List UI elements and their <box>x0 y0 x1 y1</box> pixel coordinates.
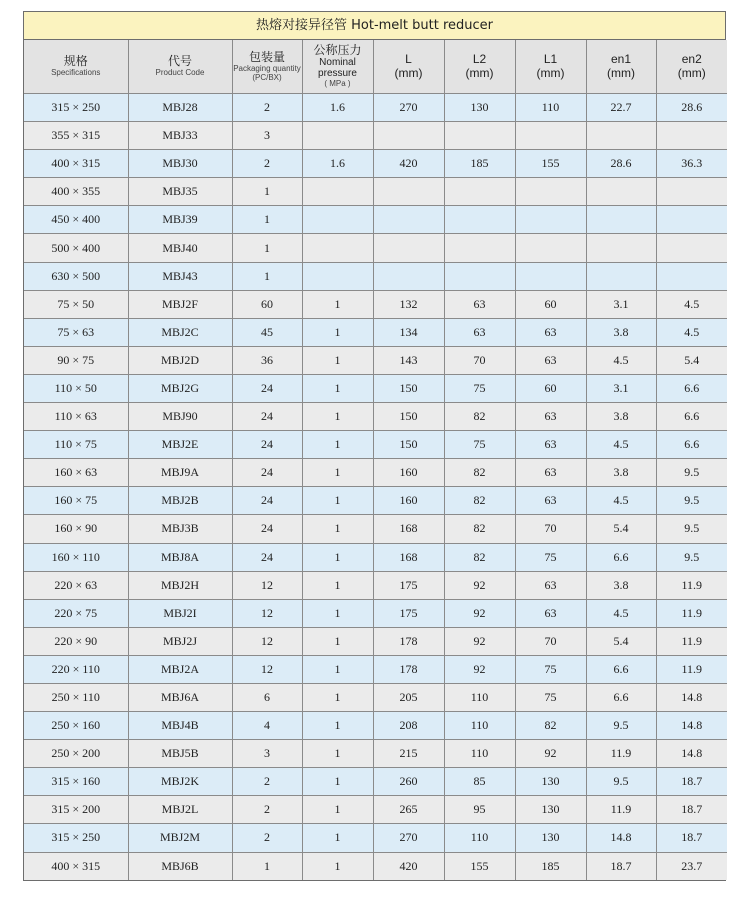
cell-en2: 11.9 <box>656 627 727 655</box>
cell-l: 150 <box>373 431 444 459</box>
cell-l: 205 <box>373 683 444 711</box>
cell-l2: 82 <box>444 543 515 571</box>
cell-en2: 6.6 <box>656 374 727 402</box>
cell-en2: 5.4 <box>656 346 727 374</box>
cell-code: MBJ2D <box>128 346 232 374</box>
cell-pressure <box>302 234 373 262</box>
cell-l2: 63 <box>444 318 515 346</box>
cell-l: 143 <box>373 346 444 374</box>
cell-l2: 155 <box>444 852 515 880</box>
cell-code: MBJ8A <box>128 543 232 571</box>
cell-l1: 70 <box>515 515 586 543</box>
cell-spec: 355 × 315 <box>24 122 128 150</box>
cell-l2: 110 <box>444 824 515 852</box>
cell-pressure: 1 <box>302 768 373 796</box>
cell-code: MBJ5B <box>128 740 232 768</box>
cell-spec: 315 × 250 <box>24 824 128 852</box>
cell-pressure <box>302 122 373 150</box>
cell-l2: 82 <box>444 515 515 543</box>
cell-code: MBJ9A <box>128 459 232 487</box>
table-row <box>24 712 727 740</box>
cell-code: MBJ2I <box>128 599 232 627</box>
table-row <box>24 768 727 796</box>
header-l1: L1 (mm) <box>515 40 586 94</box>
cell-qty: 1 <box>232 206 302 234</box>
cell-l1: 63 <box>515 459 586 487</box>
header-packaging-quantity: 包装量 Packaging quantity (PC/BX) <box>232 40 302 94</box>
cell-code: MBJ35 <box>128 178 232 206</box>
cell-code: MBJ90 <box>128 403 232 431</box>
cell-spec: 500 × 400 <box>24 234 128 262</box>
cell-l2: 110 <box>444 712 515 740</box>
cell-qty: 24 <box>232 515 302 543</box>
cell-l: 270 <box>373 94 444 122</box>
cell-l2 <box>444 262 515 290</box>
cell-pressure: 1 <box>302 599 373 627</box>
cell-en1 <box>586 262 656 290</box>
cell-pressure: 1 <box>302 487 373 515</box>
cell-qty: 3 <box>232 740 302 768</box>
table-row <box>24 543 727 571</box>
cell-en2: 11.9 <box>656 571 727 599</box>
cell-en2: 6.6 <box>656 431 727 459</box>
cell-l1 <box>515 178 586 206</box>
table-row <box>24 122 727 150</box>
cell-en1: 5.4 <box>586 627 656 655</box>
cell-en1: 9.5 <box>586 712 656 740</box>
table-row <box>24 852 727 880</box>
cell-l1 <box>515 122 586 150</box>
header-en1: en1 (mm) <box>586 40 656 94</box>
cell-l <box>373 206 444 234</box>
cell-qty: 2 <box>232 824 302 852</box>
cell-l: 150 <box>373 374 444 402</box>
cell-code: MBJ2H <box>128 571 232 599</box>
cell-l1: 75 <box>515 683 586 711</box>
cell-pressure: 1 <box>302 852 373 880</box>
reducer-spec-table <box>24 40 727 880</box>
table-row <box>24 683 727 711</box>
cell-l2: 85 <box>444 768 515 796</box>
cell-en2 <box>656 178 727 206</box>
cell-pressure: 1 <box>302 346 373 374</box>
cell-code: MBJ43 <box>128 262 232 290</box>
cell-en1: 3.8 <box>586 571 656 599</box>
cell-l1: 130 <box>515 768 586 796</box>
cell-spec: 630 × 500 <box>24 262 128 290</box>
cell-spec: 400 × 315 <box>24 150 128 178</box>
cell-qty: 36 <box>232 346 302 374</box>
cell-qty: 24 <box>232 431 302 459</box>
cell-code: MBJ2A <box>128 655 232 683</box>
cell-en2: 4.5 <box>656 318 727 346</box>
table-row <box>24 374 727 402</box>
cell-en2: 4.5 <box>656 290 727 318</box>
cell-qty: 1 <box>232 852 302 880</box>
cell-pressure: 1 <box>302 824 373 852</box>
cell-code: MBJ33 <box>128 122 232 150</box>
table-row <box>24 178 727 206</box>
cell-qty: 2 <box>232 768 302 796</box>
cell-en1: 4.5 <box>586 599 656 627</box>
table-title: 热熔对接异径管 Hot-melt butt reducer <box>24 12 725 40</box>
cell-en1: 5.4 <box>586 515 656 543</box>
cell-en1: 3.8 <box>586 459 656 487</box>
cell-en2: 36.3 <box>656 150 727 178</box>
cell-spec: 160 × 110 <box>24 543 128 571</box>
cell-l1: 110 <box>515 94 586 122</box>
table-row <box>24 150 727 178</box>
cell-en2: 11.9 <box>656 655 727 683</box>
cell-l1: 63 <box>515 431 586 459</box>
table-row <box>24 824 727 852</box>
cell-qty: 24 <box>232 487 302 515</box>
cell-en2: 18.7 <box>656 824 727 852</box>
cell-spec: 450 × 400 <box>24 206 128 234</box>
cell-l <box>373 122 444 150</box>
cell-en2: 9.5 <box>656 515 727 543</box>
cell-qty: 6 <box>232 683 302 711</box>
cell-code: MBJ2G <box>128 374 232 402</box>
cell-pressure: 1 <box>302 740 373 768</box>
table-row <box>24 318 727 346</box>
cell-en2: 14.8 <box>656 683 727 711</box>
cell-en2 <box>656 122 727 150</box>
cell-l: 134 <box>373 318 444 346</box>
table-row <box>24 599 727 627</box>
cell-spec: 75 × 50 <box>24 290 128 318</box>
cell-en2: 23.7 <box>656 852 727 880</box>
cell-l1: 63 <box>515 403 586 431</box>
header-row <box>24 40 727 94</box>
cell-pressure: 1.6 <box>302 150 373 178</box>
cell-en1: 18.7 <box>586 852 656 880</box>
cell-spec: 110 × 50 <box>24 374 128 402</box>
cell-l2: 82 <box>444 487 515 515</box>
cell-l2: 110 <box>444 740 515 768</box>
cell-code: MBJ2B <box>128 487 232 515</box>
cell-qty: 2 <box>232 150 302 178</box>
cell-l2: 92 <box>444 627 515 655</box>
cell-code: MBJ2J <box>128 627 232 655</box>
cell-qty: 4 <box>232 712 302 740</box>
cell-spec: 250 × 160 <box>24 712 128 740</box>
cell-spec: 250 × 110 <box>24 683 128 711</box>
cell-pressure: 1 <box>302 543 373 571</box>
cell-pressure: 1 <box>302 683 373 711</box>
cell-code: MBJ28 <box>128 94 232 122</box>
product-table-sheet <box>23 11 726 881</box>
cell-pressure: 1 <box>302 515 373 543</box>
cell-qty: 12 <box>232 655 302 683</box>
cell-pressure: 1 <box>302 374 373 402</box>
cell-l1: 63 <box>515 487 586 515</box>
cell-en1: 6.6 <box>586 683 656 711</box>
cell-code: MBJ4B <box>128 712 232 740</box>
cell-l2: 75 <box>444 374 515 402</box>
cell-code: MBJ2C <box>128 318 232 346</box>
cell-l2: 63 <box>444 290 515 318</box>
cell-pressure <box>302 262 373 290</box>
cell-l1: 75 <box>515 543 586 571</box>
cell-en1 <box>586 178 656 206</box>
cell-pressure: 1 <box>302 712 373 740</box>
cell-l2: 95 <box>444 796 515 824</box>
cell-code: MBJ39 <box>128 206 232 234</box>
cell-l2 <box>444 234 515 262</box>
cell-en2: 9.5 <box>656 459 727 487</box>
cell-code: MBJ40 <box>128 234 232 262</box>
cell-spec: 315 × 250 <box>24 94 128 122</box>
cell-l: 168 <box>373 543 444 571</box>
cell-l2 <box>444 178 515 206</box>
cell-pressure: 1 <box>302 459 373 487</box>
cell-code: MBJ2F <box>128 290 232 318</box>
table-body <box>24 94 727 880</box>
cell-l: 260 <box>373 768 444 796</box>
cell-code: MBJ2K <box>128 768 232 796</box>
cell-l1: 82 <box>515 712 586 740</box>
cell-spec: 400 × 315 <box>24 852 128 880</box>
cell-en1: 4.5 <box>586 346 656 374</box>
cell-l1: 155 <box>515 150 586 178</box>
cell-en1: 3.1 <box>586 374 656 402</box>
cell-l1: 60 <box>515 374 586 402</box>
cell-l1 <box>515 262 586 290</box>
cell-l: 420 <box>373 852 444 880</box>
cell-l2: 82 <box>444 459 515 487</box>
cell-en2: 14.8 <box>656 712 727 740</box>
cell-l1: 70 <box>515 627 586 655</box>
cell-spec: 220 × 75 <box>24 599 128 627</box>
cell-qty: 3 <box>232 122 302 150</box>
cell-pressure <box>302 178 373 206</box>
cell-l: 150 <box>373 403 444 431</box>
table-row <box>24 403 727 431</box>
cell-spec: 110 × 63 <box>24 403 128 431</box>
cell-l1: 63 <box>515 346 586 374</box>
cell-l <box>373 262 444 290</box>
cell-qty: 24 <box>232 403 302 431</box>
cell-pressure: 1 <box>302 655 373 683</box>
cell-en2: 11.9 <box>656 599 727 627</box>
cell-code: MBJ6A <box>128 683 232 711</box>
cell-spec: 315 × 200 <box>24 796 128 824</box>
cell-l2 <box>444 122 515 150</box>
table-row <box>24 515 727 543</box>
cell-qty: 12 <box>232 571 302 599</box>
cell-qty: 2 <box>232 796 302 824</box>
cell-l2: 92 <box>444 655 515 683</box>
cell-pressure: 1 <box>302 318 373 346</box>
table-row <box>24 627 727 655</box>
table-row <box>24 290 727 318</box>
table-row <box>24 346 727 374</box>
cell-spec: 220 × 90 <box>24 627 128 655</box>
cell-spec: 160 × 63 <box>24 459 128 487</box>
cell-l1: 75 <box>515 655 586 683</box>
cell-spec: 160 × 90 <box>24 515 128 543</box>
cell-en1: 3.8 <box>586 403 656 431</box>
cell-l1: 130 <box>515 796 586 824</box>
cell-qty: 24 <box>232 543 302 571</box>
cell-en2 <box>656 206 727 234</box>
cell-en1: 4.5 <box>586 487 656 515</box>
table-row <box>24 234 727 262</box>
cell-pressure: 1 <box>302 431 373 459</box>
header-specifications: 规格 Specifications <box>24 40 128 94</box>
cell-en2 <box>656 262 727 290</box>
cell-l: 160 <box>373 459 444 487</box>
cell-code: MBJ30 <box>128 150 232 178</box>
cell-en1: 6.6 <box>586 543 656 571</box>
cell-qty: 2 <box>232 94 302 122</box>
cell-spec: 220 × 110 <box>24 655 128 683</box>
cell-l: 208 <box>373 712 444 740</box>
cell-l: 215 <box>373 740 444 768</box>
cell-en2: 9.5 <box>656 487 727 515</box>
table-row <box>24 431 727 459</box>
table-row <box>24 796 727 824</box>
cell-l: 160 <box>373 487 444 515</box>
cell-l2: 70 <box>444 346 515 374</box>
cell-en1 <box>586 206 656 234</box>
cell-pressure: 1 <box>302 290 373 318</box>
cell-code: MBJ2E <box>128 431 232 459</box>
cell-l: 175 <box>373 571 444 599</box>
cell-en2: 14.8 <box>656 740 727 768</box>
cell-en1: 11.9 <box>586 796 656 824</box>
cell-qty: 12 <box>232 627 302 655</box>
cell-spec: 90 × 75 <box>24 346 128 374</box>
cell-l2: 75 <box>444 431 515 459</box>
cell-l1 <box>515 206 586 234</box>
cell-code: MBJ3B <box>128 515 232 543</box>
cell-l1: 63 <box>515 599 586 627</box>
cell-en1 <box>586 122 656 150</box>
cell-en1 <box>586 234 656 262</box>
cell-en2: 9.5 <box>656 543 727 571</box>
cell-pressure: 1.6 <box>302 94 373 122</box>
cell-qty: 24 <box>232 459 302 487</box>
cell-l: 178 <box>373 627 444 655</box>
cell-l1: 185 <box>515 852 586 880</box>
cell-qty: 45 <box>232 318 302 346</box>
cell-qty: 1 <box>232 178 302 206</box>
table-row <box>24 655 727 683</box>
cell-spec: 75 × 63 <box>24 318 128 346</box>
cell-en1: 4.5 <box>586 431 656 459</box>
cell-l: 270 <box>373 824 444 852</box>
cell-en2: 18.7 <box>656 768 727 796</box>
cell-en1: 3.8 <box>586 318 656 346</box>
cell-code: MBJ6B <box>128 852 232 880</box>
header-nominal-pressure: 公称压力 Nominal pressure ( MPa ) <box>302 40 373 94</box>
cell-l <box>373 178 444 206</box>
cell-l2 <box>444 206 515 234</box>
cell-code: MBJ2L <box>128 796 232 824</box>
cell-l2: 130 <box>444 94 515 122</box>
cell-l2: 185 <box>444 150 515 178</box>
cell-l: 175 <box>373 599 444 627</box>
cell-spec: 400 × 355 <box>24 178 128 206</box>
cell-en1: 6.6 <box>586 655 656 683</box>
cell-qty: 12 <box>232 599 302 627</box>
cell-qty: 60 <box>232 290 302 318</box>
cell-pressure: 1 <box>302 627 373 655</box>
cell-l1 <box>515 234 586 262</box>
cell-l: 178 <box>373 655 444 683</box>
cell-pressure: 1 <box>302 571 373 599</box>
cell-en2: 28.6 <box>656 94 727 122</box>
cell-l2: 110 <box>444 683 515 711</box>
cell-en1: 11.9 <box>586 740 656 768</box>
cell-l1: 63 <box>515 318 586 346</box>
cell-spec: 315 × 160 <box>24 768 128 796</box>
cell-l2: 92 <box>444 571 515 599</box>
cell-en1: 3.1 <box>586 290 656 318</box>
cell-l2: 92 <box>444 599 515 627</box>
header-l: L (mm) <box>373 40 444 94</box>
header-product-code: 代号 Product Code <box>128 40 232 94</box>
table-row <box>24 459 727 487</box>
table-row <box>24 740 727 768</box>
cell-spec: 250 × 200 <box>24 740 128 768</box>
cell-l: 420 <box>373 150 444 178</box>
header-l2: L2 (mm) <box>444 40 515 94</box>
cell-l2: 82 <box>444 403 515 431</box>
cell-spec: 110 × 75 <box>24 431 128 459</box>
cell-en1: 9.5 <box>586 768 656 796</box>
cell-en2: 6.6 <box>656 403 727 431</box>
cell-en2: 18.7 <box>656 796 727 824</box>
cell-pressure <box>302 206 373 234</box>
cell-l1: 92 <box>515 740 586 768</box>
cell-qty: 1 <box>232 262 302 290</box>
header-en2: en2 (mm) <box>656 40 727 94</box>
table-row <box>24 94 727 122</box>
cell-en1: 22.7 <box>586 94 656 122</box>
cell-pressure: 1 <box>302 796 373 824</box>
table-row <box>24 206 727 234</box>
cell-l: 132 <box>373 290 444 318</box>
cell-code: MBJ2M <box>128 824 232 852</box>
cell-en1: 28.6 <box>586 150 656 178</box>
cell-l <box>373 234 444 262</box>
cell-spec: 220 × 63 <box>24 571 128 599</box>
cell-qty: 24 <box>232 374 302 402</box>
cell-pressure: 1 <box>302 403 373 431</box>
table-row <box>24 487 727 515</box>
cell-l1: 60 <box>515 290 586 318</box>
cell-l1: 63 <box>515 571 586 599</box>
cell-l: 265 <box>373 796 444 824</box>
cell-spec: 160 × 75 <box>24 487 128 515</box>
cell-en2 <box>656 234 727 262</box>
table-row <box>24 262 727 290</box>
cell-qty: 1 <box>232 234 302 262</box>
table-row <box>24 571 727 599</box>
cell-en1: 14.8 <box>586 824 656 852</box>
cell-l: 168 <box>373 515 444 543</box>
cell-l1: 130 <box>515 824 586 852</box>
